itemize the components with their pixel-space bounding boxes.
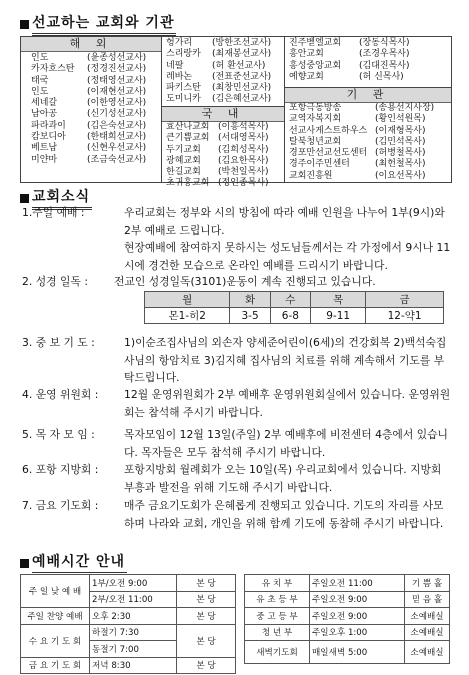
worship-time: 매일새벽 5:00 <box>310 641 405 664</box>
overseas-header: 해 외 <box>21 37 161 52</box>
worship-row <box>245 591 450 608</box>
mission-place: 탈북청년교회 <box>289 136 342 147</box>
mission-place: 네팔 <box>166 60 184 71</box>
mission-entry <box>285 114 451 125</box>
worship-time: 동절기 7:00 <box>90 641 177 658</box>
mission-place: 카자흐스탄 <box>31 64 75 75</box>
mission-person: (박천일목사) <box>218 167 269 178</box>
worship-time: 주일오전 9:00 <box>310 608 405 625</box>
mission-person: (최헌철목사) <box>375 159 426 170</box>
mission-person: (김민석목사) <box>375 136 426 147</box>
worship-place: 소예배실 <box>405 608 450 625</box>
mission-person: (최창민선교사) <box>212 83 272 94</box>
worship-name: 유 치 부 <box>245 575 310 592</box>
mission-place: 진주벧엘교회 <box>289 38 342 48</box>
mission-place: 예향교회 <box>289 71 324 82</box>
square-bullet-icon <box>20 194 29 203</box>
mission-person: (이재형목사) <box>375 125 426 136</box>
bible-reading-table <box>144 291 444 324</box>
worship-name: 중 고 등 부 <box>245 608 310 625</box>
news-item-5: 5. 목 자 모 임 : 목자모임이 12월 13일(주일) 2부 예배후에 비전센터 4층에서 있습니다. 목자들은 모두 참석해 주시기 바랍니다. <box>22 428 448 459</box>
middle-column <box>162 37 284 189</box>
mission-entry <box>21 76 161 87</box>
mission-place: 포항극동방송 <box>289 103 342 113</box>
square-bullet-icon <box>20 20 29 29</box>
news-item-7: 7. 금요 기도회 : 매주 금요기도회가 은혜롭게 진행되고 있습니다. 기도의 자리를 사모하며 나라와 교회, 개인을 위해 함께 기도에 동참해 주시기 바랍니다. <box>22 499 444 530</box>
mission-person: (신현우선교사) <box>87 143 147 154</box>
worship-time: 하절기 7:30 <box>90 624 177 641</box>
mission-place: 교역자복지회 <box>289 114 342 125</box>
mission-person: (이재현선교사) <box>87 86 147 97</box>
news-item-4: 4. 운영 위원회 : 12월 운영위원회가 2부 예배후 운영위원회실에서 있습니다. 운영위원회는 참석해 주시기 바랍니다. <box>22 388 451 419</box>
mission-person: (김은숙선교사) <box>87 120 147 131</box>
mission-person: (전표준선교사) <box>212 71 272 82</box>
mission-place: 헝가리 <box>166 38 193 48</box>
mission-person: (김은혜선교사) <box>212 94 272 105</box>
worship-name: 주 일 낮 예 배 <box>21 575 90 608</box>
worship-section-title: 예배시간 안내 <box>20 551 127 575</box>
mission-entry <box>162 83 284 94</box>
worship-table-right <box>244 574 450 664</box>
mission-person: (정경진선교사) <box>87 64 147 75</box>
mission-entry <box>21 98 161 109</box>
mission-entry <box>162 167 284 178</box>
institutions-column <box>285 37 451 182</box>
overseas-column <box>21 37 161 182</box>
mission-person: (허 신목사) <box>359 71 404 82</box>
mission-entry <box>21 155 161 166</box>
mission-entry <box>162 133 284 144</box>
worship-place: 기 쁨 홀 <box>405 575 450 592</box>
news-item-1: 1.주일 예배 : 우리교회는 정부와 시의 방침에 따라 예배 인원을 나누어 1부(9시)와 2부 예배로 드립니다. 현장예배에 참여하지 못하시는 성도님들께서는 각 가정에서 9시나 11시에 경건한 모습으로 온라인 예배를 드리시기 바랍니다. <box>22 206 451 272</box>
worship-place: 소예배실 <box>405 641 450 664</box>
bible-day: 금 <box>366 292 444 308</box>
mission-entry <box>162 38 284 49</box>
mission-person: (신기성선교사) <box>87 109 147 120</box>
mission-place: 경주이주민센터 <box>289 159 350 170</box>
mission-entry <box>21 109 161 120</box>
worship-name: 수 요 기 도 회 <box>21 624 90 657</box>
mission-entry <box>162 145 284 156</box>
mission-entry <box>21 121 161 132</box>
worship-time: 오후 2:30 <box>90 608 177 625</box>
mission-place: 두기교회 <box>166 144 201 155</box>
missions-section-title: 선교하는 교회와 기관 <box>20 12 176 36</box>
mission-place: 파키스탄 <box>166 83 201 94</box>
mission-person: (조경우목사) <box>359 49 410 60</box>
mission-entry <box>285 103 451 114</box>
mission-entry <box>162 49 284 60</box>
mission-place: 경포만선교선도센터 <box>289 148 368 159</box>
mission-person: (김요한목사) <box>218 155 269 166</box>
mission-person: (김대진목사) <box>359 60 410 71</box>
mission-entry <box>285 159 451 170</box>
worship-place: 본 당 <box>177 575 236 592</box>
mission-place: 파라과이 <box>31 120 66 131</box>
mission-place: 광혜교회 <box>166 155 201 166</box>
worship-place: 본 당 <box>177 591 236 608</box>
worship-time: 저녁 8:30 <box>90 657 177 674</box>
worship-name: 유 초 등 부 <box>245 591 310 608</box>
mission-person: (이요선목사) <box>375 170 426 181</box>
mission-person: (이흥석목사) <box>218 122 269 132</box>
mission-entry <box>162 156 284 167</box>
news-item-3: 3. 중 보 기 도 : 1)이순조집사님의 외손자 양세준어린이(6세)의 건강회복 2)백석숙집사님의 항암치료 3)김지혜 집사님의 치료를 위해 계속해서 기도를 부탁드립니다. <box>22 336 447 384</box>
mission-place: 초귀흥교회 <box>166 178 210 189</box>
mission-person: (송용선지사장) <box>375 103 435 113</box>
news-item-2: 2. 성경 일독 : 전교인 성경일독(3101)운동이 계속 진행되고 있습니다. <box>22 275 376 288</box>
domestic-header: 국 내 <box>162 107 284 122</box>
mission-person: (한태희선교사) <box>87 132 147 143</box>
mission-place: 인도 <box>31 86 49 97</box>
mission-place: 캄보디아 <box>31 132 66 143</box>
mission-person: (정인종목사) <box>218 178 269 189</box>
mission-person: (김희성목사) <box>218 144 269 155</box>
worship-row <box>245 624 450 641</box>
worship-row <box>245 641 450 664</box>
mission-place: 스리랑카 <box>166 49 201 60</box>
bible-day: 월 <box>145 292 230 308</box>
mission-person: (이한영선교사) <box>87 98 147 109</box>
mission-entry <box>285 38 451 49</box>
worship-time: 주일오전 9:00 <box>310 591 405 608</box>
square-bullet-icon <box>20 559 29 568</box>
mission-person: (방한조선교사) <box>212 38 272 48</box>
mission-entry <box>21 53 161 64</box>
worship-place: 본 당 <box>177 624 236 657</box>
mission-place: 도미니카 <box>166 94 201 105</box>
mission-entry <box>21 87 161 98</box>
mission-entry <box>285 171 451 182</box>
mission-place: 남아공 <box>31 109 58 120</box>
worship-name: 금 요 기 도 회 <box>21 657 90 674</box>
missions-table <box>20 36 452 189</box>
mission-entry <box>285 137 451 148</box>
mission-entry <box>162 178 284 189</box>
mission-entry <box>162 94 284 105</box>
bible-range: 3-5 <box>230 308 270 324</box>
mission-place: 인도 <box>31 53 49 63</box>
mission-place: 한길교회 <box>166 167 201 178</box>
mission-place: 선교사게스트하우스 <box>289 125 368 136</box>
mission-person: (장동식목사) <box>359 38 410 48</box>
bible-range: 6-8 <box>270 308 310 324</box>
mission-person: (황인석원목) <box>375 114 426 125</box>
worship-name: 주일 찬양 예배 <box>21 608 90 625</box>
mission-person: (윤종성선교사) <box>87 53 147 63</box>
mission-entry <box>285 148 451 159</box>
bible-day: 수 <box>270 292 310 308</box>
worship-place: 소예배실 <box>405 624 450 641</box>
mission-person: (정태영선교사) <box>87 75 147 86</box>
mission-entry <box>285 49 451 60</box>
mission-entry <box>21 143 161 154</box>
worship-row <box>245 575 450 592</box>
mission-place: 미얀마 <box>31 154 58 165</box>
news-section-title: 교회소식 <box>20 186 92 210</box>
worship-place: 본 당 <box>177 608 236 625</box>
bible-day: 화 <box>230 292 270 308</box>
worship-name: 청 년 부 <box>245 624 310 641</box>
bible-range: 몬1-히2 <box>145 308 230 324</box>
mission-person: (조금숙선교사) <box>87 154 147 165</box>
bible-range: 9-11 <box>311 308 366 324</box>
mission-entry <box>162 61 284 72</box>
worship-table-left <box>20 574 236 674</box>
mission-person: (서대영목사) <box>218 133 269 144</box>
mission-place: 흥안교회 <box>289 49 324 60</box>
mission-place: 베트남 <box>31 143 58 154</box>
mission-person: (허병철목사) <box>375 148 426 159</box>
institutions-header: 기 관 <box>285 88 451 103</box>
mission-place: 세네갈 <box>31 98 58 109</box>
mission-entry <box>285 126 451 137</box>
worship-name: 새벽기도회 <box>245 641 310 664</box>
mission-person: (최재봉선교사) <box>212 49 272 60</box>
bible-range: 12-약1 <box>366 308 444 324</box>
mission-place: 큰기쁨교회 <box>166 133 210 144</box>
worship-time: 1부/오전 9:00 <box>90 575 177 592</box>
mission-entry <box>285 61 451 72</box>
mission-entry <box>162 122 284 133</box>
mission-place: 레바논 <box>166 71 193 82</box>
mission-place: 태국 <box>31 75 49 86</box>
bible-day: 목 <box>311 292 366 308</box>
worship-place: 본 당 <box>177 657 236 674</box>
news-item-6: 6. 포항 지방회 : 포항지방회 월례회가 오는 10일(목) 우리교회에서 있습니다. 지방회 부흥과 발전을 위해 기도해 주시기 바랍니다. <box>22 463 442 494</box>
mission-person: (허 환선교사) <box>212 60 266 71</box>
worship-time: 2부/오전 11:00 <box>90 591 177 608</box>
mission-entry <box>21 132 161 143</box>
worship-row <box>245 608 450 625</box>
mission-place: 흥성중앙교회 <box>289 60 342 71</box>
mission-entry <box>285 72 451 83</box>
worship-time: 주일오후 1:00 <box>310 624 405 641</box>
mission-entry <box>21 64 161 75</box>
mission-entry <box>162 72 284 83</box>
worship-time: 주일오전 11:00 <box>310 575 405 592</box>
mission-place: 교회진흥원 <box>289 170 333 181</box>
mission-place: 효산나교회 <box>166 122 210 132</box>
worship-place: 믿 음 홀 <box>405 591 450 608</box>
